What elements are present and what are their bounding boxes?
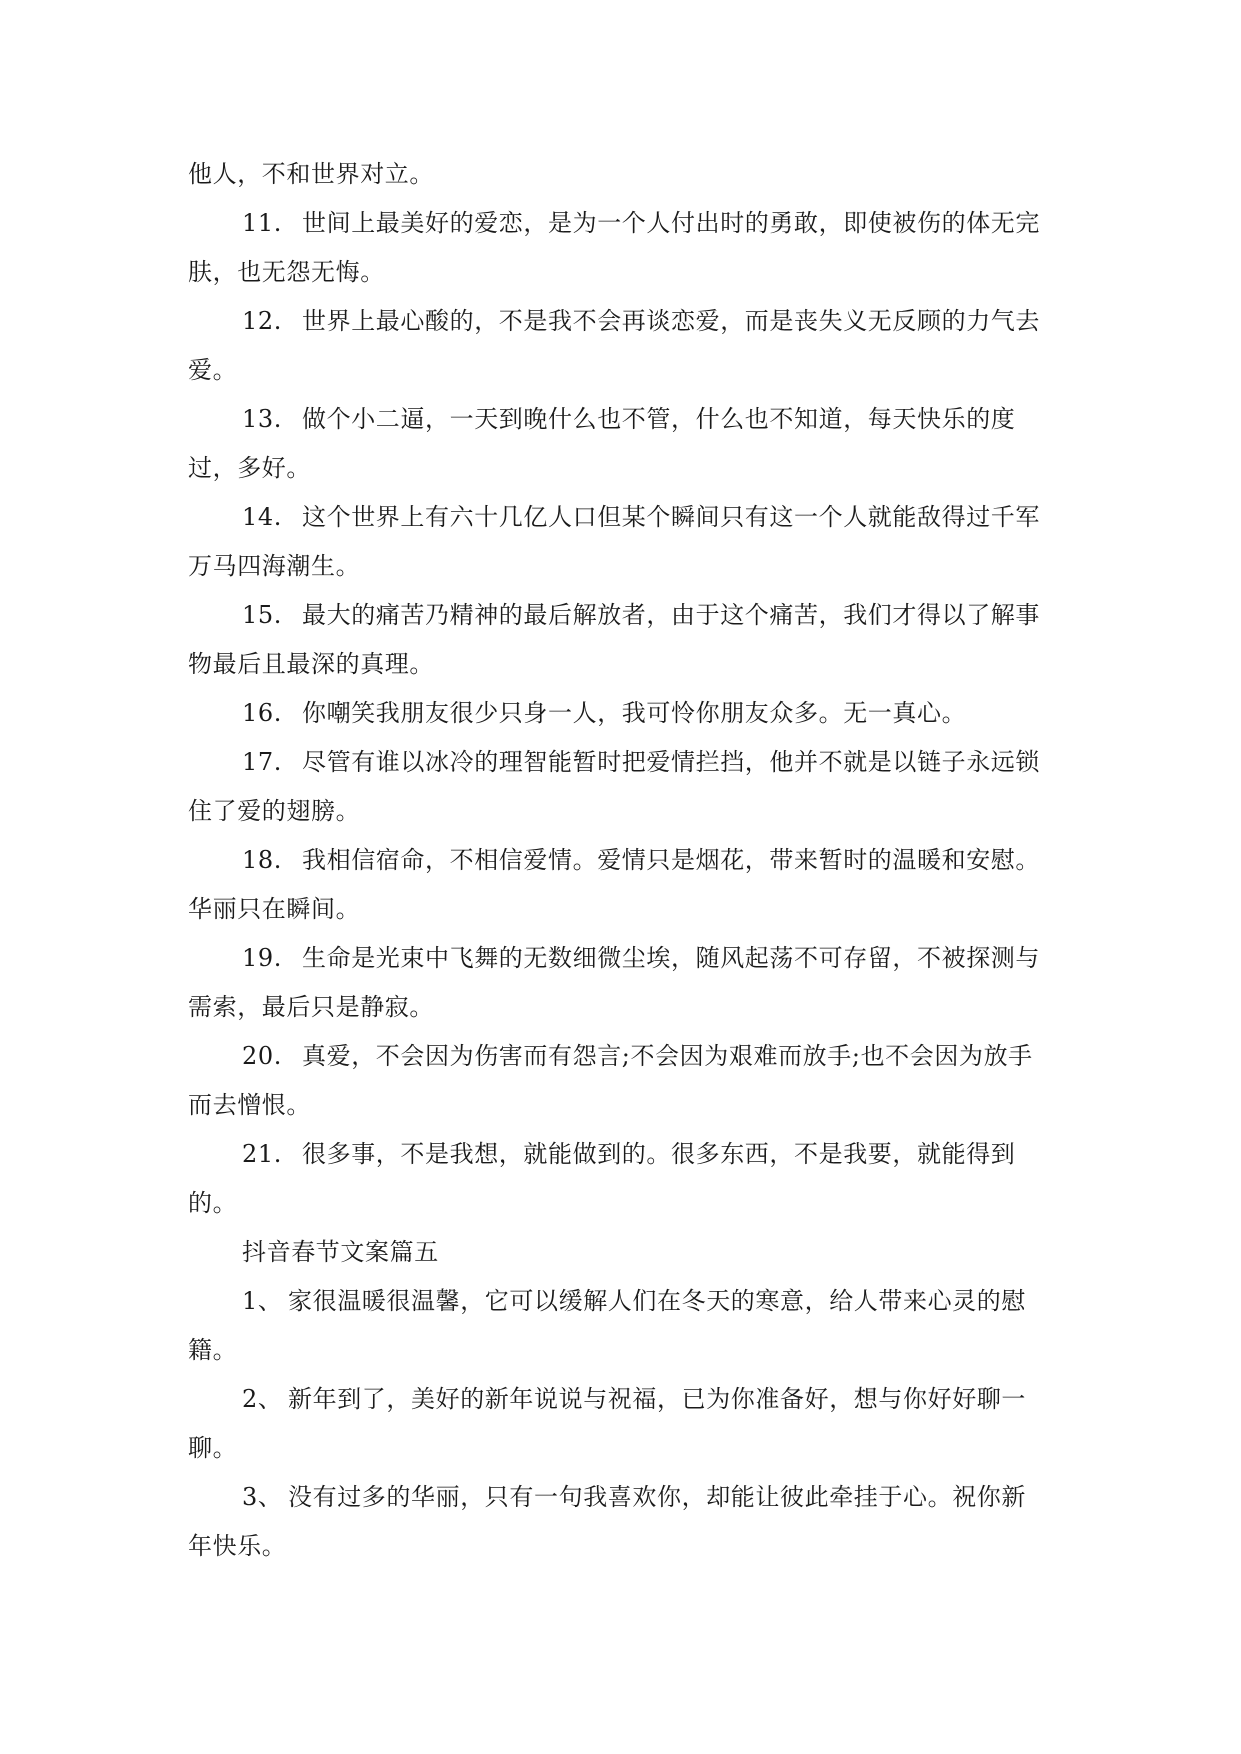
- text-line: [188, 444, 1058, 493]
- item-number: 14.: [242, 503, 282, 531]
- document-body: [188, 150, 1058, 1571]
- item-text: 这个世界上有六十几亿人口但某个瞬间只有这一个人就能敌得过千军: [302, 503, 1040, 531]
- line-text: 住了爱的翅膀。: [188, 797, 361, 825]
- item-text: 你嘲笑我朋友很少只身一人，我可怜你朋友众多。无一真心。: [302, 699, 967, 727]
- text-line: [188, 1522, 1058, 1571]
- text-line: [188, 1424, 1058, 1473]
- heading-text: 抖音春节文案篇五: [242, 1238, 439, 1266]
- list-item: [188, 934, 1058, 983]
- text-line: [188, 640, 1058, 689]
- line-text: 他人，不和世界对立。: [188, 160, 434, 188]
- item-text: 真爱，不会因为伤害而有怨言;不会因为艰难而放手;也不会因为放手: [302, 1042, 1033, 1070]
- list-item: [188, 1130, 1058, 1179]
- section-heading: [188, 1228, 1058, 1277]
- line-text: 物最后且最深的真理。: [188, 650, 434, 678]
- item-text: 最大的痛苦乃精神的最后解放者，由于这个痛苦，我们才得以了解事: [302, 601, 1040, 629]
- item-number: 3、: [242, 1483, 283, 1511]
- list-item: [188, 689, 1058, 738]
- text-line: [188, 150, 1058, 199]
- item-number: 18.: [242, 846, 282, 874]
- text-line: [188, 248, 1058, 297]
- list-item: [188, 836, 1058, 885]
- item-number: 21.: [242, 1140, 282, 1168]
- item-text: 没有过多的华丽，只有一句我喜欢你，却能让彼此牵挂于心。祝你新: [288, 1483, 1026, 1511]
- list-item: [188, 199, 1058, 248]
- item-text: 世间上最美好的爱恋，是为一个人付出时的勇敢，即使被伤的体无完: [302, 209, 1040, 237]
- item-text: 我相信宿命，不相信爱情。爱情只是烟花，带来暂时的温暖和安慰。: [302, 846, 1040, 874]
- text-line: [188, 787, 1058, 836]
- list-item: [188, 1375, 1058, 1424]
- item-number: 13.: [242, 405, 282, 433]
- list-item: [188, 395, 1058, 444]
- line-text: 过，多好。: [188, 454, 311, 482]
- item-number: 1、: [242, 1287, 283, 1315]
- line-text: 的。: [188, 1189, 238, 1217]
- text-line: [188, 346, 1058, 395]
- item-number: 11.: [242, 209, 282, 237]
- item-text: 世界上最心酸的，不是我不会再谈恋爱，而是丧失义无反顾的力气去: [302, 307, 1040, 335]
- line-text: 华丽只在瞬间。: [188, 895, 361, 923]
- list-item: [188, 738, 1058, 787]
- item-number: 19.: [242, 944, 282, 972]
- item-number: 17.: [242, 748, 282, 776]
- list-item: [188, 591, 1058, 640]
- line-text: 而去憎恨。: [188, 1091, 311, 1119]
- line-text: 万马四海潮生。: [188, 552, 361, 580]
- item-text: 很多事，不是我想，就能做到的。很多东西，不是我要，就能得到: [302, 1140, 1016, 1168]
- line-text: 聊。: [188, 1434, 238, 1462]
- line-text: 年快乐。: [188, 1532, 287, 1560]
- text-line: [188, 983, 1058, 1032]
- text-line: [188, 885, 1058, 934]
- item-number: 12.: [242, 307, 282, 335]
- item-text: 家很温暖很温馨，它可以缓解人们在冬天的寒意，给人带来心灵的慰: [288, 1287, 1026, 1315]
- text-line: [188, 542, 1058, 591]
- item-number: 20.: [242, 1042, 282, 1070]
- item-text: 做个小二逼，一天到晚什么也不管，什么也不知道，每天快乐的度: [302, 405, 1016, 433]
- text-line: [188, 1081, 1058, 1130]
- line-text: 需索，最后只是静寂。: [188, 993, 434, 1021]
- item-number: 2、: [242, 1385, 283, 1413]
- line-text: 肤，也无怨无悔。: [188, 258, 385, 286]
- item-number: 16.: [242, 699, 282, 727]
- item-text: 生命是光束中飞舞的无数细微尘埃，随风起荡不可存留，不被探测与: [302, 944, 1040, 972]
- item-text: 新年到了，美好的新年说说与祝福，已为你准备好，想与你好好聊一: [288, 1385, 1026, 1413]
- list-item: [188, 493, 1058, 542]
- item-text: 尽管有谁以冰冷的理智能暂时把爱情拦挡，他并不就是以链子永远锁: [302, 748, 1040, 776]
- list-item: [188, 1473, 1058, 1522]
- list-item: [188, 297, 1058, 346]
- list-item: [188, 1032, 1058, 1081]
- text-line: [188, 1179, 1058, 1228]
- item-number: 15.: [242, 601, 282, 629]
- text-line: [188, 1326, 1058, 1375]
- line-text: 爱。: [188, 356, 238, 384]
- line-text: 籍。: [188, 1336, 238, 1364]
- list-item: [188, 1277, 1058, 1326]
